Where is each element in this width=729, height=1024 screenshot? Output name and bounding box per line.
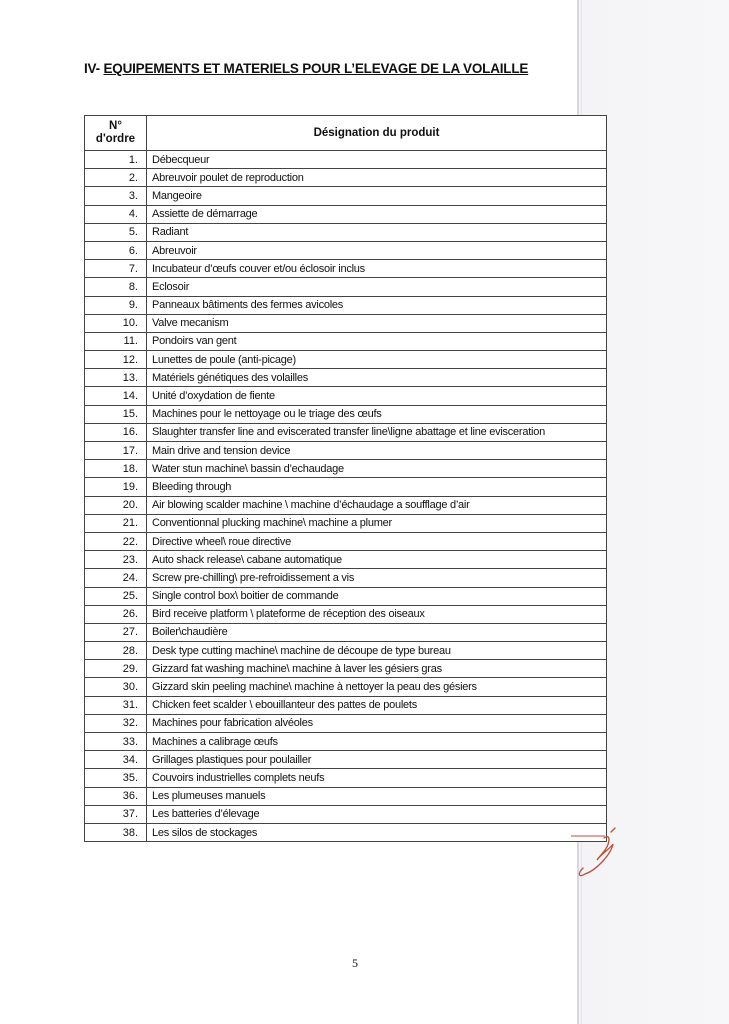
product-table: [84, 115, 607, 842]
table-header-row: [85, 116, 607, 151]
table-row: [85, 823, 607, 841]
product-name: Débecqueur: [147, 151, 607, 169]
row-number: 38.: [85, 823, 147, 841]
row-number: 24.: [85, 569, 147, 587]
table-row: [85, 387, 607, 405]
table-row: [85, 442, 607, 460]
handwritten-initial: [571, 826, 621, 886]
row-number: 26.: [85, 605, 147, 623]
table-row: [85, 660, 607, 678]
row-number: 35.: [85, 769, 147, 787]
product-name: Machines pour fabrication alvéoles: [147, 714, 607, 732]
product-name: Matériels génétiques des volailles: [147, 369, 607, 387]
product-name: Les batteries d’élevage: [147, 805, 607, 823]
row-number: 23.: [85, 551, 147, 569]
product-name: Desk type cutting machine\ machine de découpe de type bureau: [147, 642, 607, 660]
table-row: [85, 332, 607, 350]
product-name: Screw pre-chilling\ pre-refroidissement a vis: [147, 569, 607, 587]
product-name: Slaughter transfer line and eviscerated transfer line\ligne abattage et line evisceration: [147, 423, 607, 441]
product-name: Bleeding through: [147, 478, 607, 496]
table-row: [85, 351, 607, 369]
product-name: Couvoirs industrielles complets neufs: [147, 769, 607, 787]
row-number: 9.: [85, 296, 147, 314]
table-row: [85, 623, 607, 641]
product-name: Directive wheel\ roue directive: [147, 532, 607, 550]
product-name: Conventionnal plucking machine\ machine a plumer: [147, 514, 607, 532]
table-row: [85, 605, 607, 623]
table-row: [85, 514, 607, 532]
product-name: Chicken feet scalder \ ebouillanteur des pattes de poulets: [147, 696, 607, 714]
table-row: [85, 405, 607, 423]
row-number: 22.: [85, 532, 147, 550]
table-row: [85, 496, 607, 514]
row-number: 18.: [85, 460, 147, 478]
row-number: 28.: [85, 642, 147, 660]
header-number-cell: [85, 116, 147, 151]
header-name-cell: Désignation du produit: [147, 116, 607, 151]
row-number: 29.: [85, 660, 147, 678]
row-number: 5.: [85, 223, 147, 241]
product-name: Machines a calibrage œufs: [147, 733, 607, 751]
table-row: [85, 205, 607, 223]
row-number: 37.: [85, 805, 147, 823]
product-name: Pondoirs van gent: [147, 332, 607, 350]
row-number: 14.: [85, 387, 147, 405]
product-name: Air blowing scalder machine \ machine d’échaudage a soufflage d’air: [147, 496, 607, 514]
product-name: Radiant: [147, 223, 607, 241]
product-name: Les silos de stockages: [147, 823, 607, 841]
row-number: 15.: [85, 405, 147, 423]
product-name: Bird receive platform \ plateforme de réception des oiseaux: [147, 605, 607, 623]
table-row: [85, 187, 607, 205]
product-name: Assiette de démarrage: [147, 205, 607, 223]
row-number: 13.: [85, 369, 147, 387]
row-number: 8.: [85, 278, 147, 296]
table-row: [85, 532, 607, 550]
product-name: Water stun machine\ bassin d’echaudage: [147, 460, 607, 478]
table-row: [85, 569, 607, 587]
product-name: Gizzard skin peeling machine\ machine à nettoyer la peau des gésiers: [147, 678, 607, 696]
table-row: [85, 751, 607, 769]
product-name: Boiler\chaudière: [147, 623, 607, 641]
product-name: Unité d’oxydation de fiente: [147, 387, 607, 405]
product-name: Valve mecanism: [147, 314, 607, 332]
product-name: Machines pour le nettoyage ou le triage des œufs: [147, 405, 607, 423]
row-number: 17.: [85, 442, 147, 460]
table-row: [85, 460, 607, 478]
row-number: 7.: [85, 260, 147, 278]
table-row: [85, 478, 607, 496]
table-row: [85, 733, 607, 751]
table-row: [85, 296, 607, 314]
product-name: Grillages plastiques pour poulailler: [147, 751, 607, 769]
table-row: [85, 260, 607, 278]
row-number: 4.: [85, 205, 147, 223]
row-number: 32.: [85, 714, 147, 732]
product-name: Les plumeuses manuels: [147, 787, 607, 805]
table-row: [85, 151, 607, 169]
product-name: Abreuvoir poulet de reproduction: [147, 169, 607, 187]
row-number: 1.: [85, 151, 147, 169]
table-row: [85, 714, 607, 732]
row-number: 11.: [85, 332, 147, 350]
table-row: [85, 169, 607, 187]
section-heading-prefix: IV-: [84, 61, 104, 76]
row-number: 31.: [85, 696, 147, 714]
product-name: Incubateur d’œufs couver et/ou éclosoir inclus: [147, 260, 607, 278]
row-number: 2.: [85, 169, 147, 187]
table-row: [85, 805, 607, 823]
table-row: [85, 369, 607, 387]
product-name: Eclosoir: [147, 278, 607, 296]
row-number: 33.: [85, 733, 147, 751]
header-number-line2: d'ordre: [95, 133, 136, 145]
product-name: Abreuvoir: [147, 241, 607, 259]
product-name: Gizzard fat washing machine\ machine à laver les gésiers gras: [147, 660, 607, 678]
row-number: 21.: [85, 514, 147, 532]
row-number: 27.: [85, 623, 147, 641]
row-number: 36.: [85, 787, 147, 805]
table-row: [85, 678, 607, 696]
table-row: [85, 642, 607, 660]
section-heading: [84, 61, 528, 76]
table-row: [85, 787, 607, 805]
row-number: 10.: [85, 314, 147, 332]
product-name: Mangeoire: [147, 187, 607, 205]
row-number: 34.: [85, 751, 147, 769]
product-name: Lunettes de poule (anti-picage): [147, 351, 607, 369]
table-body: [85, 151, 607, 842]
section-heading-title: EQUIPEMENTS ET MATERIELS POUR L’ELEVAGE DE LA VOLAILLE: [103, 61, 529, 76]
product-name: Main drive and tension device: [147, 442, 607, 460]
row-number: 3.: [85, 187, 147, 205]
row-number: 12.: [85, 351, 147, 369]
header-number-line1: N°: [109, 120, 122, 132]
table-row: [85, 696, 607, 714]
product-name: Auto shack release\ cabane automatique: [147, 551, 607, 569]
product-name: Panneaux bâtiments des fermes avicoles: [147, 296, 607, 314]
row-number: 30.: [85, 678, 147, 696]
table-row: [85, 769, 607, 787]
table-row: [85, 241, 607, 259]
table-row: [85, 223, 607, 241]
row-number: 19.: [85, 478, 147, 496]
table-row: [85, 278, 607, 296]
table-row: [85, 551, 607, 569]
row-number: 20.: [85, 496, 147, 514]
table-row: [85, 423, 607, 441]
row-number: 16.: [85, 423, 147, 441]
table-row: [85, 587, 607, 605]
table-row: [85, 314, 607, 332]
page-number: 5: [352, 956, 358, 970]
row-number: 6.: [85, 241, 147, 259]
row-number: 25.: [85, 587, 147, 605]
product-name: Single control box\ boitier de commande: [147, 587, 607, 605]
